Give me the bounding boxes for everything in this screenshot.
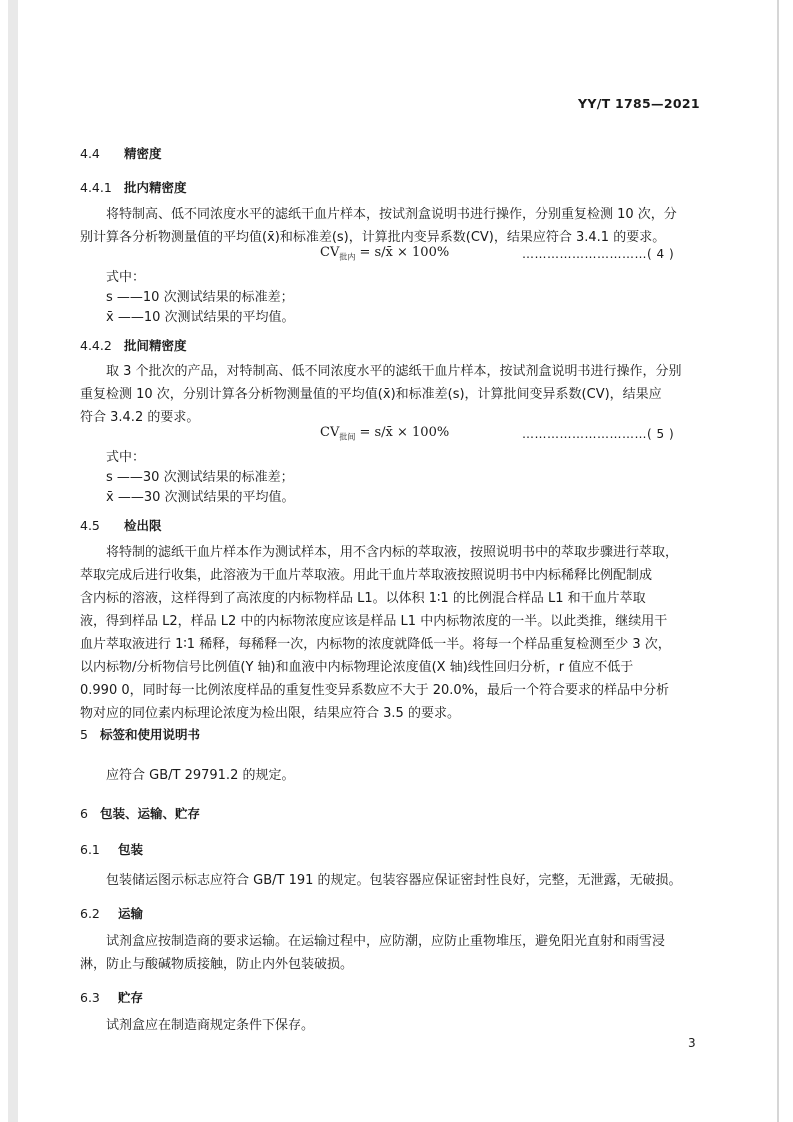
paragraph-6-1: 包装储运图示标志应符合 GB/T 191 的规定。包装容器应保证密封性良好，完整，无泄露，无破损。: [106, 873, 682, 888]
standard-number: YY/T 1785—2021: [578, 96, 700, 111]
scan-edge-right: [777, 0, 779, 1122]
text-line: 血片萃取液进行 1∶1 稀释，每稀释一次，内标物的浓度就降低一半。将每一个样品重复检测至少 3 次，: [80, 637, 671, 652]
section-number: 4.4.1: [80, 180, 112, 195]
equation-number: ( 4 ): [647, 247, 675, 261]
paragraph-6-2: [80, 930, 692, 976]
section-6-heading: [80, 804, 200, 822]
section-5-heading: [80, 725, 200, 743]
section-title: 包装: [118, 842, 144, 857]
section-6-1-heading: [80, 840, 143, 858]
variable-definition: s ——10 次测试结果的标准差；: [106, 290, 294, 305]
section-number: 4.4.2: [80, 338, 112, 353]
paragraph-4-5: [80, 541, 692, 725]
formula-leader-dots: [522, 427, 674, 441]
text-line: 以内标物/分析物信号比例值(Y 轴)和血液中内标物理论浓度值(X 轴)线性回归分析，r 值应不低于: [80, 660, 634, 675]
section-6-2-heading: [80, 904, 143, 922]
formula-subscript: 批间: [339, 432, 356, 442]
section-4-4-2-heading: [80, 336, 187, 354]
section-title: 批内精密度: [124, 180, 187, 195]
formula-subscript: 批内: [339, 252, 356, 262]
text-line: 将特制高、低不同浓度水平的滤纸干血片样本，按试剂盒说明书进行操作，分别重复检测 10 次，分: [106, 207, 677, 222]
section-title: 检出限: [124, 518, 162, 533]
formula-lhs: CV: [320, 425, 340, 440]
section-title: 批间精密度: [124, 338, 187, 353]
paragraph-4-4-2: [80, 360, 692, 429]
section-title: 贮存: [118, 990, 144, 1005]
section-number: 5: [80, 727, 88, 742]
text-line: 试剂盒应按制造商的要求运输。在运输过程中，应防潮，应防止重物堆压，避免阳光直射和雨雪浸: [106, 934, 666, 949]
section-number: 6.3: [80, 990, 100, 1005]
text-line: 别计算各分析物测量值的平均值(x̄)和标准差(s)，计算批内变异系数(CV)，结果应符合 3.4.1 的要求。: [80, 230, 666, 245]
section-title: 精密度: [124, 146, 162, 161]
text-line: 含内标的溶液，这样得到了高浓度的内标物样品 L1。以体积 1∶1 的比例混合样品 L1 和干血片萃取: [80, 591, 646, 606]
formula-4: [320, 245, 449, 263]
leader-dots: …………………………: [522, 247, 647, 261]
section-4-5-heading: [80, 516, 162, 534]
section-title: 运输: [118, 906, 144, 921]
text-line: 符合 3.4.2 的要求。: [80, 410, 200, 425]
variable-definition: x̄ ——10 次测试结果的平均值。: [106, 310, 295, 325]
formula-5: [320, 425, 449, 443]
paragraph-5: 应符合 GB/T 29791.2 的规定。: [106, 768, 295, 783]
text-line: 取 3 个批次的产品，对特制高、低不同浓度水平的滤纸干血片样本，按试剂盒说明书进行操作，分别: [106, 364, 682, 379]
paragraph-6-3: 试剂盒应在制造商规定条件下保存。: [106, 1018, 315, 1033]
text-line: 将特制的滤纸干血片样本作为测试样本，用不含内标的萃取液，按照说明书中的萃取步骤进行萃取，: [106, 545, 679, 560]
section-title: 标签和使用说明书: [100, 727, 201, 742]
formula-leader-dots: [522, 247, 674, 261]
variable-definition: s ——30 次测试结果的标准差；: [106, 470, 294, 485]
section-number: 6.1: [80, 842, 100, 857]
formula-rhs: = s/x̄ × 100%: [355, 425, 450, 440]
equation-number: ( 5 ): [647, 427, 675, 441]
text-line: 液，得到样品 L2，样品 L2 中的内标物浓度应该是样品 L1 中内标物浓度的一半。以此类推，继续用干: [80, 614, 668, 629]
paragraph-4-4-1: [80, 203, 692, 249]
where-label: 式中：: [106, 450, 146, 465]
section-6-3-heading: [80, 988, 143, 1006]
leader-dots: …………………………: [522, 427, 647, 441]
section-title: 包装、运输、贮存: [100, 806, 201, 821]
where-label: 式中：: [106, 270, 146, 285]
text-line: 萃取完成后进行收集，此溶液为干血片萃取液。用此干血片萃取液按照说明书中内标稀释比例配制成: [80, 568, 653, 583]
section-number: 6.2: [80, 906, 100, 921]
text-line: 淋，防止与酸碱物质接触，防止内外包装破损。: [80, 957, 354, 972]
page-number: 3: [688, 1036, 696, 1050]
section-4-4-heading: [80, 144, 162, 162]
text-line: 重复检测 10 次，分别计算各分析物测量值的平均值(x̄)和标准差(s)，计算批间变异系数(CV)，结果应: [80, 387, 662, 402]
section-number: 4.4: [80, 146, 100, 161]
formula-rhs: = s/x̄ × 100%: [355, 245, 450, 260]
variable-definition: x̄ ——30 次测试结果的平均值。: [106, 490, 295, 505]
section-number: 6: [80, 806, 88, 821]
text-line: 物对应的同位素内标理论浓度为检出限，结果应符合 3.5 的要求。: [80, 706, 460, 721]
section-number: 4.5: [80, 518, 100, 533]
section-4-4-1-heading: [80, 178, 187, 196]
text-line: 0.990 0，同时每一比例浓度样品的重复性变异系数应不大于 20.0%，最后一个符合要求的样品中分析: [80, 683, 670, 698]
scan-edge-left: [8, 0, 18, 1122]
formula-lhs: CV: [320, 245, 340, 260]
